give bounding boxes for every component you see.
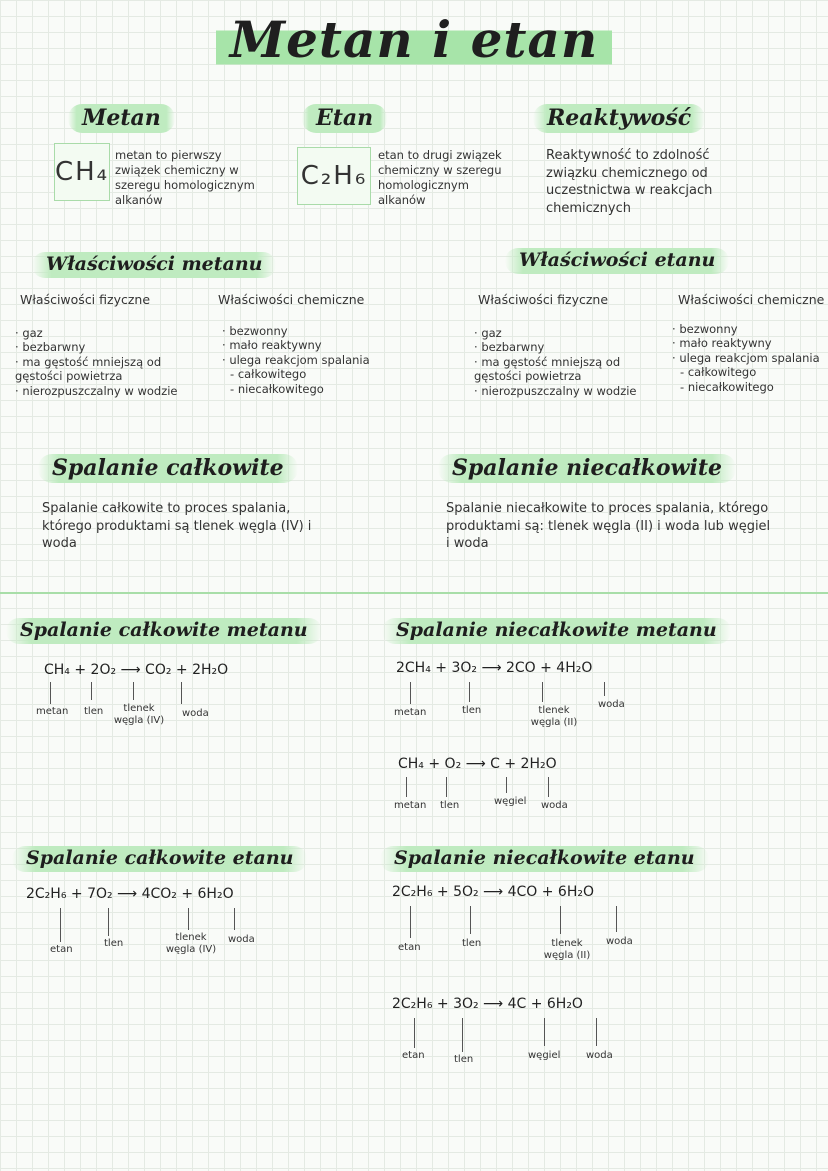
list-item: · gaz: [15, 326, 195, 340]
spalanie-niecalkowite-heading: Spalanie niecałkowite: [438, 454, 736, 483]
metan-chemical-list: [222, 324, 370, 396]
reaction-label: metan: [36, 706, 69, 717]
etan-chemical-title: Właściwości chemiczne: [678, 292, 825, 307]
reaction-label: etan: [50, 944, 73, 955]
metan-heading: Metan: [68, 104, 175, 133]
reaction-label: tlen: [440, 800, 460, 811]
spalanie-niecalkowite-etanu-heading: Spalanie niecałkowite etanu: [380, 846, 709, 872]
label-line: [234, 908, 235, 930]
reaction-equation: 2C₂H₆ + 3O₂ ⟶ 4C + 6H₂O: [392, 996, 583, 1012]
reaction-label: etan: [398, 942, 421, 953]
label-line: [506, 777, 507, 793]
reaction-label: tlenek węgla (IV): [113, 703, 165, 726]
spalanie-niecalkowite-definition: Spalanie niecałkowite to proces spalania, którego produktami są: tlenek węgla (II) i woda lub węgiel i woda: [446, 501, 771, 552]
label-line: [542, 682, 543, 702]
reaction-equation: 2C₂H₆ + 7O₂ ⟶ 4CO₂ + 6H₂O: [26, 886, 234, 902]
label-line: [181, 682, 182, 704]
etan-chemical-list: [672, 322, 820, 394]
metan-physical-title: Właściwości fizyczne: [20, 292, 151, 307]
list-item: - całkowitego: [672, 365, 820, 379]
page-title: Metan i etan: [0, 10, 828, 69]
wlasciwosci-etanu-heading: Właściwości etanu: [505, 248, 729, 274]
list-item: · bezwonny: [222, 324, 370, 338]
label-line: [410, 682, 411, 704]
reaction-label: tlen: [454, 1054, 474, 1065]
etan-heading: Etan: [302, 104, 387, 133]
list-item: - niecałkowitego: [672, 380, 820, 394]
metan-formula: CH₄: [54, 143, 110, 201]
list-item: · mało reaktywny: [222, 338, 370, 352]
etan-formula: C₂H₆: [297, 147, 371, 205]
label-line: [188, 908, 189, 930]
reaktywnosc-heading: Reaktywość: [533, 104, 705, 133]
reaction-label: metan: [394, 800, 427, 811]
spalanie-calkowite-etanu-heading: Spalanie całkowite etanu: [12, 846, 307, 872]
reaction-equation: 2C₂H₆ + 5O₂ ⟶ 4CO + 6H₂O: [392, 884, 594, 900]
metan-physical-list: [15, 326, 195, 398]
etan-description: etan to drugi związek chemiczny w szeregu homologicznym alkanów: [378, 148, 502, 207]
list-item: · bezbarwny: [474, 340, 654, 354]
reaction-label: tlen: [84, 706, 104, 717]
etan-physical-list: [474, 326, 654, 398]
reaction-label: woda: [606, 936, 633, 947]
reaction-label: tlen: [462, 938, 482, 949]
wlasciwosci-metanu-heading: Właściwości metanu: [32, 252, 276, 278]
metan-chemical-title: Właściwości chemiczne: [218, 292, 365, 307]
label-line: [50, 682, 51, 704]
label-line: [133, 682, 134, 700]
list-item: · nierozpuszczalny w wodzie: [474, 384, 654, 398]
list-item: · bezbarwny: [15, 340, 195, 354]
label-line: [414, 1018, 415, 1048]
list-item: · ulega reakcjom spalania: [672, 351, 820, 365]
list-item: · ma gęstość mniejszą od gęstości powietrza: [15, 355, 195, 384]
reaction-equation: 2CH₄ + 3O₂ ⟶ 2CO + 4H₂O: [396, 660, 593, 676]
reaction-label: węgiel: [494, 796, 527, 807]
label-line: [544, 1018, 545, 1046]
label-line: [108, 908, 109, 936]
label-line: [616, 906, 617, 932]
spalanie-niecalkowite-metanu-heading: Spalanie niecałkowite metanu: [382, 618, 731, 644]
list-item: - niecałkowitego: [222, 382, 370, 396]
reaction-label: tlenek węgla (IV): [165, 932, 217, 955]
list-item: · mało reaktywny: [672, 336, 820, 350]
reaction-label: woda: [598, 699, 625, 710]
reaction-label: etan: [402, 1050, 425, 1061]
spalanie-calkowite-heading: Spalanie całkowite: [38, 454, 298, 483]
spalanie-calkowite-metanu-heading: Spalanie całkowite metanu: [6, 618, 322, 644]
section-divider: [0, 592, 828, 594]
reaction-label: tlenek węgla (II): [530, 705, 578, 728]
label-line: [604, 682, 605, 696]
reaction-equation: CH₄ + 2O₂ ⟶ CO₂ + 2H₂O: [44, 662, 229, 678]
list-item: · gaz: [474, 326, 654, 340]
reaction-label: woda: [182, 708, 209, 719]
list-item: · nierozpuszczalny w wodzie: [15, 384, 195, 398]
list-item: · ulega reakcjom spalania: [222, 353, 370, 367]
label-line: [470, 906, 471, 934]
label-line: [548, 777, 549, 797]
reaction-equation: CH₄ + O₂ ⟶ C + 2H₂O: [398, 756, 557, 772]
reaction-label: węgiel: [528, 1050, 561, 1061]
label-line: [410, 906, 411, 938]
list-item: · ma gęstość mniejszą od gęstości powietrza: [474, 355, 654, 384]
label-line: [560, 906, 561, 934]
metan-description: metan to pierwszy związek chemiczny w szeregu homologicznym alkanów: [115, 148, 255, 207]
spalanie-calkowite-definition: Spalanie całkowite to proces spalania, którego produktami są tlenek węgla (IV) i woda: [42, 501, 312, 552]
label-line: [446, 777, 447, 797]
label-line: [406, 777, 407, 797]
label-line: [596, 1018, 597, 1046]
reaction-label: woda: [541, 800, 568, 811]
reaction-label: tlen: [462, 705, 482, 716]
reaction-label: woda: [586, 1050, 613, 1061]
label-line: [469, 682, 470, 702]
reaktywnosc-description: Reaktywność to zdolność związku chemicznego od uczestnictwa w reakcjach chemicznych: [546, 148, 713, 216]
etan-physical-title: Właściwości fizyczne: [478, 292, 609, 307]
reaction-label: metan: [394, 707, 427, 718]
label-line: [462, 1018, 463, 1052]
reaction-label: woda: [228, 934, 255, 945]
list-item: · bezwonny: [672, 322, 820, 336]
label-line: [91, 682, 92, 700]
label-line: [60, 908, 61, 942]
list-item: - całkowitego: [222, 367, 370, 381]
reaction-label: tlenek węgla (II): [543, 938, 591, 961]
reaction-label: tlen: [104, 938, 124, 949]
